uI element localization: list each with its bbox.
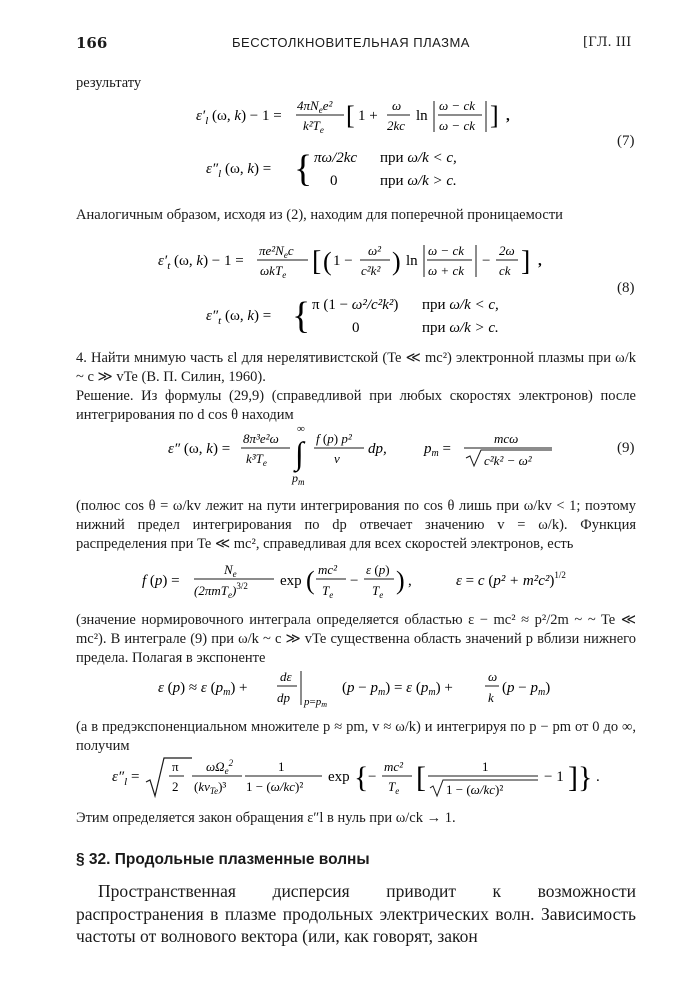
svg-text:ω²: ω² <box>368 243 382 258</box>
svg-text:ε (p) ≈ ε (pm) +: ε (p) ≈ ε $(p_m)$ + <box>158 680 248 698</box>
paragraph-6: (значение нормировочного интеграла определяется областью ε − mc² ≈ p²/2m ~ ~ Te ≪ mc²). В интеграле (9) при ω/k ~ c ≫ vTe существенна область значений p вблизи нижнего предела. Полагая в экспоненте <box>76 612 636 666</box>
svg-text:ε (p): ε (p) <box>366 562 390 577</box>
svg-text:ln: ln <box>416 108 428 124</box>
svg-text:{: { <box>354 761 369 794</box>
svg-text:v: v <box>334 451 340 466</box>
svg-text:c²k²: c²k² <box>361 263 381 278</box>
svg-text:∞: ∞ <box>297 423 305 435</box>
svg-text:dε: dε <box>280 669 292 684</box>
svg-text:ck: ck <box>499 263 511 278</box>
svg-text:π (1 − ω²/c²k²): π (1 − ω²/c²k²) <box>312 297 399 313</box>
svg-text:]: ] <box>521 246 531 277</box>
svg-text:k²Te: $k^2T_e$ <box>303 118 324 135</box>
svg-text:8π³e²ω: 8π³e²ω <box>243 431 279 446</box>
svg-text:Te: $T_e$ <box>372 583 384 600</box>
svg-text:Ne: $N_e$ <box>224 562 237 579</box>
svg-text:ε″t (ω, k) =: $\varepsilon''_t$ (ω, k) = <box>206 308 272 327</box>
svg-text:ε″ (ω, k) =: ε″ (ω, k) = <box>168 441 231 457</box>
equation-distribution-render <box>142 560 602 604</box>
svg-text:ε″l =: $\varepsilon''_l$ = <box>112 769 140 788</box>
svg-text:Te: $T_e$ <box>322 583 334 600</box>
svg-text:{: { <box>294 148 313 190</box>
paragraph-9: Пространственная дисперсия приводит к возможности распространения в плазме продольных электрических волн. Зависимость частоты от волнового вектора (или, как говорят, закон <box>76 881 636 946</box>
svg-text:(p − pm): $(p - p_m)$ <box>502 680 551 698</box>
svg-text:− 1: − 1 <box>544 769 564 785</box>
equation-8a-render <box>158 240 558 282</box>
svg-text:ω − ck: ω − ck <box>439 118 475 133</box>
svg-text:k: k <box>488 690 494 705</box>
svg-text:f (p) p²: f (p) p² <box>316 431 352 446</box>
svg-text:exp: exp <box>280 573 302 589</box>
svg-text:dp,: dp, <box>368 441 387 457</box>
page-number: 166 <box>76 34 108 52</box>
equation-7b-render <box>206 145 506 191</box>
svg-text:(kvTe)³: $(kv_{Te})^3$ <box>194 779 227 796</box>
equation-9-number: (9) <box>617 440 635 456</box>
svg-text:c²k² − ω²: c²k² − ω² <box>484 453 532 468</box>
svg-text:2: 2 <box>172 779 179 794</box>
svg-text:]: ] <box>568 761 578 794</box>
svg-text:π: π <box>172 759 179 774</box>
svg-text:0: 0 <box>352 320 360 336</box>
svg-text:при ω/k > c.: при ω/k > c. <box>422 320 499 336</box>
svg-text:p=pm: p=pm <box>304 696 327 709</box>
svg-text:pm: $p_m$ <box>292 471 305 486</box>
svg-text:ε′t (ω, k) − 1 =: $\varepsilon'_t$ (ω, k) − 1 = <box>158 253 244 272</box>
svg-text:ω − ck: ω − ck <box>428 243 464 258</box>
equation-7a-render <box>196 96 526 136</box>
svg-text:2ω: 2ω <box>499 243 515 258</box>
paragraph-2: Аналогичным образом, исходя из (2), находим для поперечной проницаемости <box>76 207 563 223</box>
paragraph-4: Решение. Из формулы (29,9) (справедливой при любых скоростях электронов) после интегрирования по d cos θ находим <box>76 388 636 423</box>
equation-result-render <box>112 752 612 802</box>
equation-9-render <box>168 420 588 486</box>
equation-distribution <box>142 560 602 604</box>
svg-text:): ) <box>392 247 401 276</box>
equation-8-number: (8) <box>617 280 635 296</box>
chapter-label: [ГЛ. III <box>583 35 632 50</box>
svg-text:mc²: mc² <box>384 759 404 774</box>
svg-text:1: 1 <box>482 759 489 774</box>
section-heading: § 32. Продольные плазменные волны <box>76 851 370 868</box>
equation-7-number: (7) <box>617 133 635 149</box>
svg-text:dp: dp <box>277 690 290 705</box>
equation-8b <box>206 292 516 338</box>
svg-text:при ω/k < c,: при ω/k < c, <box>422 297 499 313</box>
svg-text:(p − pm) = ε (pm) +: $(p - p_m) = \varepsilon$ $(p_m)$ + <box>342 680 453 698</box>
svg-text:−: − <box>350 573 359 589</box>
svg-text:ω − ck: ω − ck <box>439 98 475 113</box>
svg-text:.: . <box>596 769 600 785</box>
svg-text:[: [ <box>416 761 426 794</box>
equation-7b <box>206 145 506 191</box>
svg-text:1 − (ω/kc)²: 1 − (ω/kc)² <box>246 779 304 794</box>
svg-text:при ω/k > c.: при ω/k > c. <box>380 173 457 189</box>
svg-text:πω/2kc: πω/2kc <box>314 150 358 166</box>
svg-text:4πNee²: $4\pi N_ee^2$ <box>297 98 333 115</box>
svg-text:mcω: mcω <box>494 431 519 446</box>
svg-text:ωΩe2: $\omega\Omega_e^2$ <box>206 758 234 776</box>
svg-text:ωkTe: ωkT$_e$ <box>260 263 287 280</box>
svg-text:ε′l (ω, k) − 1 =: $\varepsilon'_l$ (ω, k) − 1 = <box>196 108 282 127</box>
svg-text:−: − <box>482 253 491 269</box>
svg-text:]: ] <box>490 101 499 130</box>
svg-text:f (p) =: f (p) = <box>142 573 180 589</box>
equation-7a <box>196 96 526 136</box>
svg-text:{: { <box>292 295 311 337</box>
svg-text:∫: ∫ <box>295 435 304 471</box>
svg-text:[: [ <box>312 246 322 277</box>
equation-expansion <box>158 667 558 711</box>
svg-text:1: 1 <box>278 759 285 774</box>
running-title: БЕССТОЛКНОВИТЕЛЬНАЯ ПЛАЗМА <box>232 35 470 50</box>
svg-text:ω: ω <box>488 669 498 684</box>
svg-text:1 −: 1 − <box>333 253 353 269</box>
svg-text:2kc: 2kc <box>387 118 406 133</box>
paragraph-8: Этим определяется закон обращения ε″l в нуль при ω/ck → 1. <box>76 810 456 826</box>
svg-text:ε = c (p² + m²c²)1/2: ε = c $(p^2 + m^2c^2)^{1/2}$ <box>456 570 566 589</box>
svg-text:}: } <box>578 761 593 794</box>
svg-text:[: [ <box>346 101 355 130</box>
svg-text:(2πmTe)3/2: $(2\pi mT_e)^{3/2}$ <box>194 581 248 600</box>
svg-text:при ω/k < c,: при ω/k < c, <box>380 150 457 166</box>
svg-text:k³Te: $k^3T_e$ <box>246 451 267 468</box>
svg-text:mc²: mc² <box>318 562 338 577</box>
equation-expansion-render <box>158 667 558 711</box>
equation-9 <box>168 420 588 486</box>
svg-text:(: ( <box>306 566 315 595</box>
svg-text:,: , <box>408 573 412 589</box>
svg-text:ε″l (ω, k) =: $\varepsilon''_l$ (ω, k) = <box>206 161 272 180</box>
svg-text:exp: exp <box>328 769 350 785</box>
svg-text:Te: $T_e$ <box>388 779 400 796</box>
svg-text:ω + ck: ω + ck <box>428 263 464 278</box>
svg-text:): ) <box>396 566 405 595</box>
svg-text:ln: ln <box>406 253 418 269</box>
paragraph-5: (полюс cos θ = ω/kv лежит на пути интегрирования по cos θ лишь при ω/kv < 1; поэтому нижний предел интегрирования по dp отвечает значению v = ω/k). Функция распределения при Te ≪ mc², справедливая для всех скоростей электронов, есть <box>76 498 636 552</box>
svg-text:πe²Nec: $\pi e^2N_ec$ <box>259 243 294 260</box>
svg-text:0: 0 <box>330 173 338 189</box>
svg-text:−: − <box>368 769 377 785</box>
paragraph-1: результату <box>76 75 142 91</box>
equation-8b-render <box>206 292 516 338</box>
svg-text:(: ( <box>323 247 332 276</box>
svg-text:,: , <box>506 108 510 124</box>
svg-text:1 +: 1 + <box>358 108 378 124</box>
svg-text:pm =: $p_m$ = <box>424 441 451 459</box>
svg-text:,: , <box>538 253 542 269</box>
paragraph-3: 4. Найти мнимую часть εl для нерелятивистской (Te ≪ mc²) электронной плазмы при ω/k ~ c ≫ vTe (В. П. Силин, 1960). <box>76 350 636 385</box>
svg-text:ω: ω <box>392 98 402 113</box>
equation-8a <box>158 240 558 282</box>
svg-text:1 − (ω/kc)²: 1 − (ω/kc)² <box>446 782 504 797</box>
paragraph-7: (а в предэкспоненциальном множителе p ≈ pm, v ≈ ω/k) и интегрируя по p − pm от 0 до ∞, получим <box>76 719 636 754</box>
equation-result <box>112 752 612 802</box>
